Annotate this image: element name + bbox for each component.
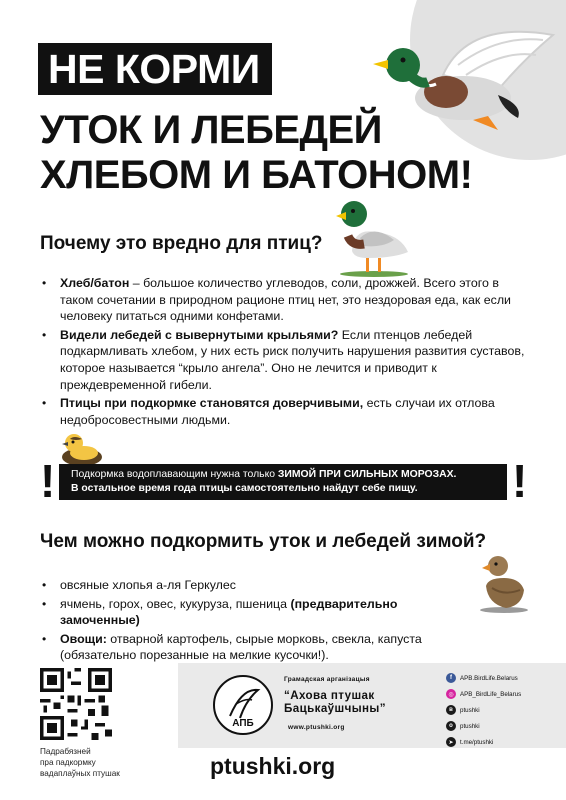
org-url-link[interactable]: www.ptushki.org: [288, 724, 345, 731]
org-logo: [212, 674, 274, 736]
social-vk[interactable]: в ptushki: [446, 705, 480, 715]
why-item-1: • Хлеб/батон – большое количество углеводов, соли, дрожжей. Всего этого в таком сочетании в природном рационе птиц нет, это нездоровая еда, как если человеку питаться одними конфетами.: [40, 275, 530, 325]
odnoklassniki-icon: о: [446, 721, 456, 731]
why-list: [40, 275, 530, 430]
warning-line-1: Подкормка водоплавающим нужна только ЗИМОЙ ПРИ СИЛЬНЫХ МОРОЗАХ.: [71, 469, 457, 480]
social-facebook[interactable]: f APB.BirdLife.Belarus: [446, 673, 518, 683]
qr-code[interactable]: [40, 668, 112, 740]
org-name: “Ахова птушак Бацькаўшчыны”: [284, 689, 386, 715]
org-subtitle: Грамадская арганізацыя: [284, 676, 370, 683]
why-heading: Почему это вредно для птиц?: [40, 233, 323, 254]
facebook-icon: f: [446, 673, 456, 683]
feed-item-1: • овсяные хлопья а-ля Геркулес: [40, 577, 480, 594]
social-odnoklassniki[interactable]: о ptushki: [446, 721, 480, 731]
exclamation-icon-right: !: [512, 455, 528, 507]
female-duck-illustration: [474, 552, 530, 614]
instagram-icon: ◎: [446, 689, 456, 699]
feed-item-3: • Овощи: отварной картофель, сырые морковь, свекла, капуста (обязательно порезанные на мелкие кусочки!).: [40, 631, 480, 664]
vk-icon: в: [446, 705, 456, 715]
feed-heading: Чем можно подкормить уток и лебедей зимой?: [40, 531, 487, 552]
svg-text:АПБ: АПБ: [232, 718, 254, 729]
why-item-2: • Видели лебедей с вывернутыми крыльями? Если птенцов лебедей подкармливать хлебом, у них есть риск получить нарушения развития суставов, которое называется “крыло ангела”. Оно не лечится и приводит к преждевременной гибели.: [40, 327, 530, 393]
website-link[interactable]: ptushki.org: [210, 753, 336, 779]
standing-duck-illustration: [334, 196, 414, 278]
headline-banner: НЕ КОРМИ: [38, 43, 272, 95]
flying-duck-illustration: [348, 20, 566, 140]
warning-box: [59, 464, 507, 500]
qr-caption: Падрабязней пра падкормку вадаплаўных птушак: [40, 747, 120, 778]
social-instagram[interactable]: ◎ APB_BirdLife_Belarus: [446, 689, 521, 699]
telegram-icon: ➤: [446, 737, 456, 747]
why-item-3: • Птицы при подкормке становятся доверчивыми, есть случаи их отлова недобросовестными людьми.: [40, 395, 530, 428]
feed-item-2: • ячмень, горох, овес, кукуруза, пшеница (предварительно замоченные): [40, 596, 480, 629]
feed-list: [40, 577, 480, 666]
duckling-illustration: [58, 431, 104, 465]
headline-line-2: УТОК И ЛЕБЕДЕЙ: [40, 108, 382, 152]
social-telegram[interactable]: ➤ t.me/ptushki: [446, 737, 493, 747]
warning-line-2: В остальное время года птицы самостоятельно найдут себе пищу.: [71, 483, 418, 494]
headline-line-3: ХЛЕБОМ И БАТОНОМ!: [40, 153, 473, 197]
exclamation-icon-left: !: [40, 455, 56, 507]
